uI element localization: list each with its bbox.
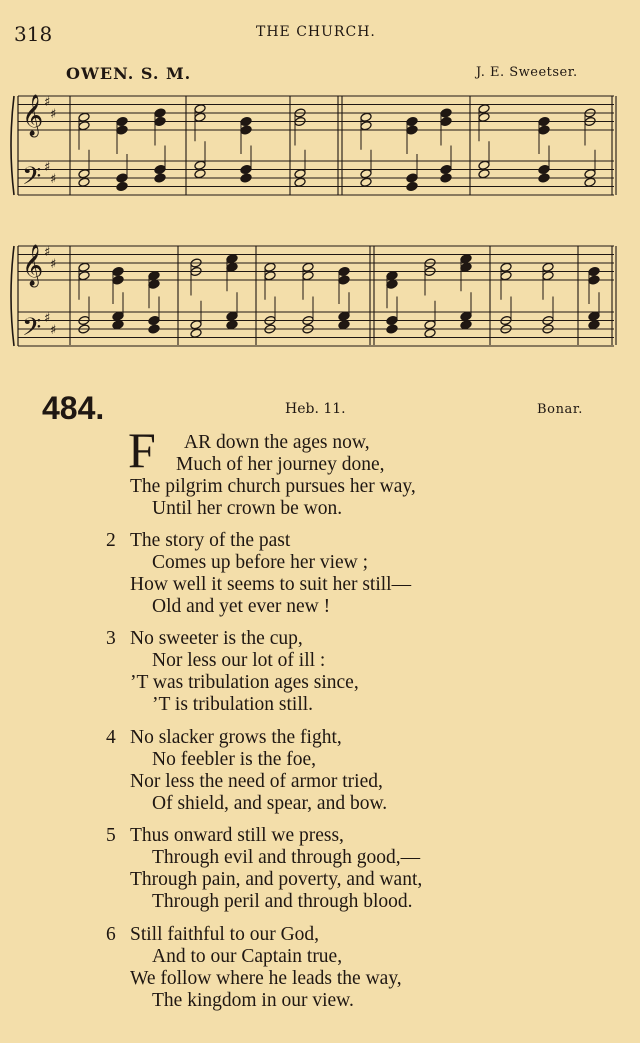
verse-line: ’T was tribulation ages since, bbox=[130, 672, 359, 693]
verse-line: Nor less the need of armor tried, bbox=[130, 771, 383, 792]
note-head bbox=[78, 112, 90, 122]
note-head bbox=[226, 320, 238, 330]
stanza-number: 3 bbox=[106, 628, 116, 649]
page-number: 318 bbox=[14, 22, 53, 46]
note-head bbox=[338, 320, 350, 330]
note-head bbox=[538, 164, 550, 174]
system-brace bbox=[11, 96, 14, 195]
verse-line: We follow where he leads the way, bbox=[130, 968, 402, 989]
scripture-reference: Heb. 11. bbox=[285, 401, 346, 417]
note-head bbox=[148, 279, 160, 289]
note-head bbox=[460, 320, 472, 330]
note-head bbox=[588, 266, 600, 276]
composer-credit: J. E. Sweetser. bbox=[476, 65, 578, 80]
note-head bbox=[190, 328, 202, 338]
note-head bbox=[406, 173, 418, 183]
note-head bbox=[360, 177, 372, 187]
note-head bbox=[190, 320, 202, 330]
stanza-number: 6 bbox=[106, 924, 116, 945]
note-head bbox=[226, 311, 238, 321]
note-head bbox=[386, 315, 398, 325]
note-head bbox=[78, 177, 90, 187]
note-head bbox=[338, 266, 350, 276]
note-head bbox=[542, 271, 554, 281]
sharp-sign: ♯ bbox=[50, 107, 57, 122]
note-head bbox=[588, 275, 600, 285]
bass-clef: 𝄢 bbox=[22, 162, 42, 197]
treble-clef: 𝄞 bbox=[22, 245, 44, 286]
note-head bbox=[240, 173, 252, 183]
note-head bbox=[148, 315, 160, 325]
verse-line: Still faithful to our God, bbox=[130, 924, 320, 945]
verse-line: Through evil and through good,— bbox=[152, 847, 421, 868]
note-head bbox=[360, 112, 372, 122]
note-head bbox=[240, 125, 252, 135]
note-head bbox=[460, 254, 472, 264]
note-head bbox=[538, 116, 550, 126]
note-head bbox=[406, 181, 418, 191]
verse-line: The pilgrim church pursues her way, bbox=[130, 476, 416, 497]
note-head bbox=[116, 116, 128, 126]
note-head bbox=[240, 164, 252, 174]
note-head bbox=[588, 320, 600, 330]
note-head bbox=[294, 177, 306, 187]
verse-line: The kingdom in our view. bbox=[152, 990, 354, 1011]
verse-line: How well it seems to suit her still— bbox=[130, 574, 412, 595]
note-head bbox=[440, 108, 452, 118]
note-head bbox=[302, 271, 314, 281]
note-head bbox=[386, 324, 398, 334]
stanza-number: 2 bbox=[106, 530, 116, 551]
note-head bbox=[460, 311, 472, 321]
note-head bbox=[338, 275, 350, 285]
note-head bbox=[116, 125, 128, 135]
note-head bbox=[148, 324, 160, 334]
note-head bbox=[154, 164, 166, 174]
note-head bbox=[360, 169, 372, 179]
verse-line: Through pain, and poverty, and want, bbox=[130, 869, 423, 890]
note-head bbox=[154, 108, 166, 118]
note-head bbox=[538, 125, 550, 135]
note-head bbox=[78, 169, 90, 179]
verse-line: Of shield, and spear, and bow. bbox=[152, 793, 388, 814]
verse-line: Nor less our lot of ill : bbox=[152, 650, 326, 671]
stanza-number: 4 bbox=[106, 727, 116, 748]
note-head bbox=[360, 121, 372, 131]
verse-line: No slacker grows the fight, bbox=[130, 727, 342, 748]
verse-line: Comes up before her view ; bbox=[152, 552, 369, 573]
verse-line: Much of her journey done, bbox=[176, 454, 385, 475]
note-head bbox=[406, 116, 418, 126]
note-head bbox=[302, 262, 314, 272]
note-head bbox=[424, 320, 436, 330]
music-score bbox=[0, 0, 640, 380]
verse-line: AR down the ages now, bbox=[184, 432, 370, 453]
sharp-sign: ♯ bbox=[44, 95, 51, 110]
verse-line: No feebler is the foe, bbox=[152, 749, 317, 770]
verse-line: Through peril and through blood. bbox=[152, 891, 413, 912]
note-head bbox=[116, 173, 128, 183]
stanza-number: 5 bbox=[106, 825, 116, 846]
note-head bbox=[264, 262, 276, 272]
note-head bbox=[478, 104, 490, 114]
note-head bbox=[194, 112, 206, 122]
note-head bbox=[584, 177, 596, 187]
treble-clef: 𝄞 bbox=[22, 95, 44, 136]
note-head bbox=[112, 275, 124, 285]
note-head bbox=[440, 173, 452, 183]
note-head bbox=[194, 104, 206, 114]
note-head bbox=[112, 320, 124, 330]
note-head bbox=[386, 279, 398, 289]
note-head bbox=[538, 173, 550, 183]
note-head bbox=[78, 271, 90, 281]
note-head bbox=[194, 160, 206, 170]
note-head bbox=[406, 125, 418, 135]
note-head bbox=[112, 266, 124, 276]
note-head bbox=[478, 169, 490, 179]
sharp-sign: ♯ bbox=[50, 323, 57, 338]
verse-line: No sweeter is the cup, bbox=[130, 628, 303, 649]
running-head: THE CHURCH. bbox=[256, 24, 376, 40]
note-head bbox=[148, 271, 160, 281]
note-head bbox=[240, 116, 252, 126]
note-head bbox=[338, 311, 350, 321]
author-credit: Bonar. bbox=[537, 402, 584, 417]
note-head bbox=[584, 169, 596, 179]
drop-cap: F bbox=[128, 422, 156, 478]
verse-line: Until her crown be won. bbox=[152, 498, 343, 519]
note-head bbox=[500, 271, 512, 281]
note-head bbox=[116, 181, 128, 191]
system-brace bbox=[11, 246, 14, 346]
verse-line: Thus onward still we press, bbox=[130, 825, 344, 846]
note-head bbox=[440, 164, 452, 174]
tune-name: OWEN. S. M. bbox=[66, 64, 192, 83]
sharp-sign: ♯ bbox=[44, 311, 51, 326]
note-head bbox=[194, 169, 206, 179]
sharp-sign: ♯ bbox=[44, 160, 51, 175]
sharp-sign: ♯ bbox=[50, 172, 57, 187]
note-head bbox=[542, 262, 554, 272]
sharp-sign: ♯ bbox=[44, 245, 51, 260]
verse-line: Old and yet ever new ! bbox=[152, 596, 331, 617]
note-head bbox=[588, 311, 600, 321]
note-head bbox=[386, 271, 398, 281]
sharp-sign: ♯ bbox=[50, 257, 57, 272]
note-head bbox=[226, 262, 238, 272]
note-head bbox=[154, 116, 166, 126]
verse-line: And to our Captain true, bbox=[152, 946, 343, 967]
note-head bbox=[478, 160, 490, 170]
note-head bbox=[78, 121, 90, 131]
note-head bbox=[78, 262, 90, 272]
note-head bbox=[226, 254, 238, 264]
note-head bbox=[264, 271, 276, 281]
note-head bbox=[500, 262, 512, 272]
note-head bbox=[154, 173, 166, 183]
verse-line: ’T is tribulation still. bbox=[152, 694, 314, 715]
note-head bbox=[424, 328, 436, 338]
note-head bbox=[478, 112, 490, 122]
hymn-number: 484. bbox=[42, 390, 105, 426]
note-head bbox=[294, 169, 306, 179]
note-head bbox=[112, 311, 124, 321]
note-head bbox=[440, 116, 452, 126]
note-head bbox=[460, 262, 472, 272]
verse-line: The story of the past bbox=[130, 530, 291, 551]
bass-clef: 𝄢 bbox=[22, 313, 42, 348]
